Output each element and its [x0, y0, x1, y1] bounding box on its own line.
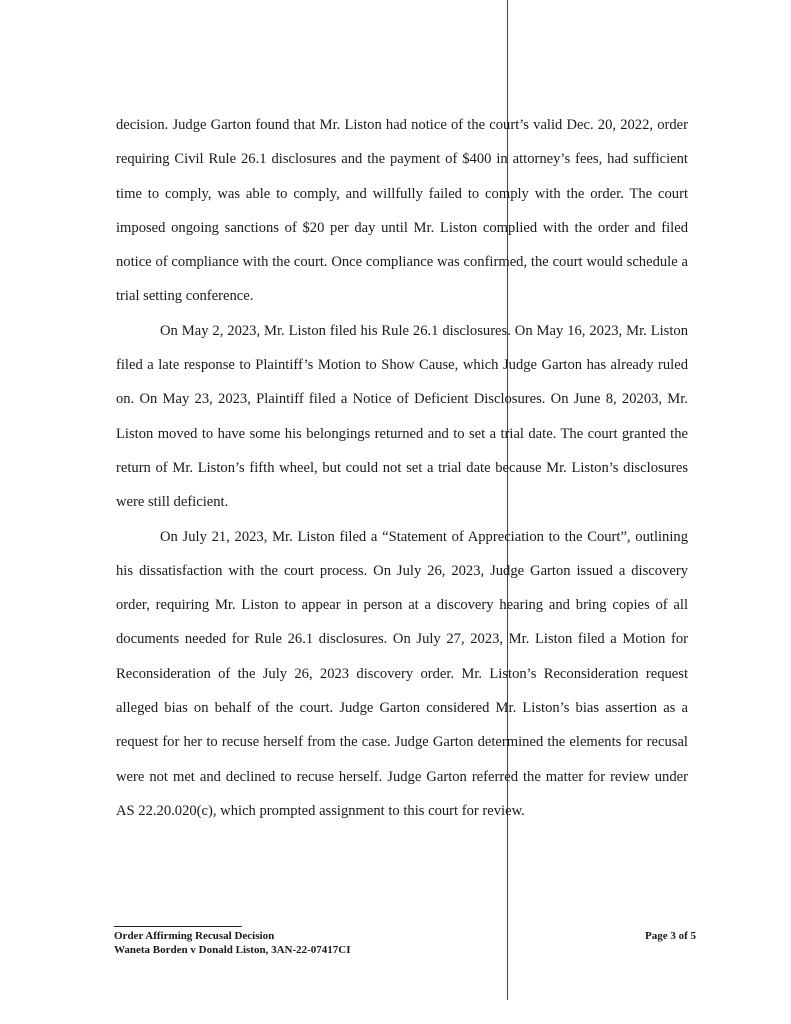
body-paragraph-2: On May 2, 2023, Mr. Liston filed his Rule 26.1 disclosures. On May 16, 2023, Mr. Liston filed a late response to Plaintiff’s Motion to Show Cause, which Judge Garton has already ruled on. On May 23, 2023, Plaintiff filed a Notice of Deficient Disclosures. On June 8, 20203, Mr. Liston moved to have some his belongings returned and to set a trial date. The court granted the return of Mr. Liston’s fifth wheel, but could not set a trial date because Mr. Liston’s disclosures were still deficient.: [116, 322, 688, 511]
footer-title: Order Affirming Recusal Decision: [114, 930, 275, 942]
body-paragraph-3: On July 21, 2023, Mr. Liston filed a “Statement of Appreciation to the Court”, outlining his dissatisfaction with the court process. On July 26, 2023, Judge Garton issued a discovery order, requiring Mr. Liston to appear in person at a discovery hearing and bring copies of all documents needed for Rule 26.1 disclosures. On July 27, 2023, Mr. Liston filed a Motion for Reconsideration of the July 26, 2023 discovery order. Mr. Liston’s Reconsideration request alleged bias on behalf of the court. Judge Garton considered Mr. Liston’s bias assertion as a request for her to recuse herself from the case. Judge Garton determined the elements for recusal were not met and declined to recuse herself. Judge Garton referred the matter for review under AS 22.20.020(c), which prompted assignment to this court for review.: [116, 528, 688, 819]
footer-rule: [114, 926, 242, 927]
document-body: [116, 108, 688, 828]
scan-artifact-line-lower: [507, 968, 508, 1000]
footer-case: Waneta Borden v Donald Liston, 3AN-22-07417CI: [114, 944, 351, 956]
body-paragraph-1: decision. Judge Garton found that Mr. Liston had notice of the court’s valid Dec. 20, 2022, order requiring Civil Rule 26.1 disclosures and the payment of $400 in attorney’s fees, had sufficient time to comply, was able to comply, and willfully failed to comply with the order. The court imposed ongoing sanctions of $20 per day until Mr. Liston complied with the order and filed notice of compliance with the court. Once compliance was confirmed, the court would schedule a trial setting conference.: [116, 117, 688, 305]
footer-caption: [114, 929, 351, 957]
page-number: Page 3 of 5: [644, 930, 696, 942]
